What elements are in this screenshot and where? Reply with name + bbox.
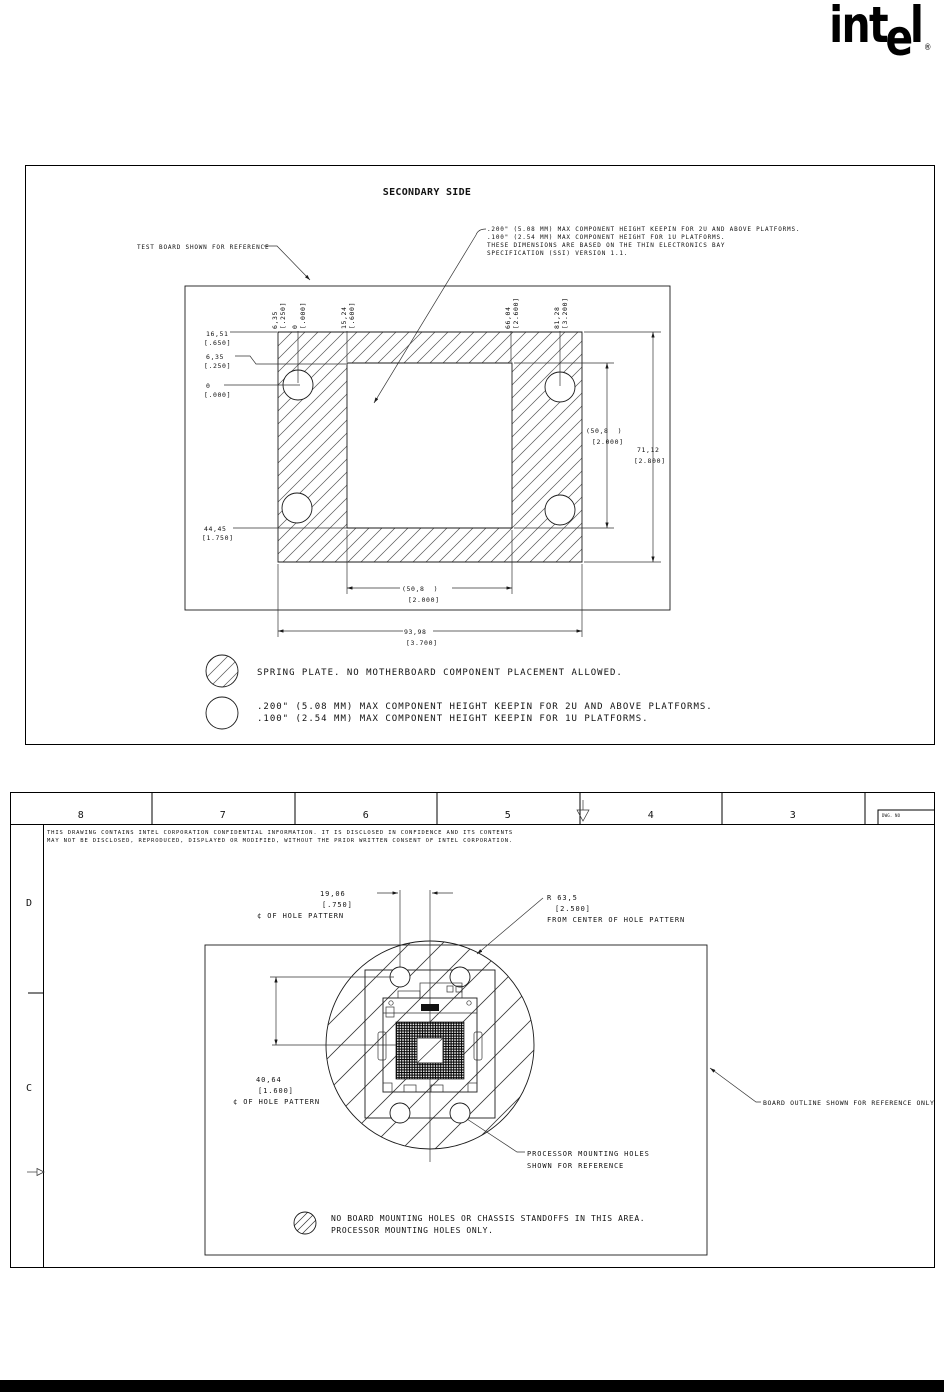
svg-text:8: 8 bbox=[77, 810, 85, 821]
svg-text:15,24: 15,24 bbox=[340, 306, 348, 329]
keepin-note bbox=[374, 226, 800, 403]
svg-text:66,04: 66,04 bbox=[504, 306, 512, 329]
svg-text:D: D bbox=[26, 898, 33, 909]
svg-text:[.250]: [.250] bbox=[204, 362, 232, 370]
svg-text:40,64: 40,64 bbox=[256, 1076, 282, 1084]
board-outline-callout bbox=[710, 1068, 935, 1107]
svg-text:DWG. NO: DWG. NO bbox=[882, 813, 901, 818]
svg-text:MAY NOT BE DISCLOSED, REPRODUC: MAY NOT BE DISCLOSED, REPRODUCED, DISPLAYED OR MODIFIED, WITHOUT THE PRIOR WRITTEN CONSENT OF INTEL CORPORATION. bbox=[47, 838, 514, 844]
svg-text:(50,8 ): (50,8 ) bbox=[402, 585, 439, 593]
svg-text:[3.200]: [3.200] bbox=[561, 297, 569, 329]
svg-text:3: 3 bbox=[789, 810, 797, 821]
svg-text:FROM CENTER OF HOLE PATTERN: FROM CENTER OF HOLE PATTERN bbox=[547, 916, 686, 924]
intel-logo-int: int bbox=[829, 0, 888, 54]
svg-text:[1.750]: [1.750] bbox=[202, 534, 234, 542]
spring-plate-hatched-area bbox=[278, 332, 582, 562]
svg-text:SHOWN FOR REFERENCE: SHOWN FOR REFERENCE bbox=[527, 1162, 625, 1170]
svg-text:[.250]: [.250] bbox=[279, 301, 287, 329]
svg-text:[2.500]: [2.500] bbox=[555, 905, 591, 913]
svg-text:TEST BOARD SHOWN FOR REFERENCE: TEST BOARD SHOWN FOR REFERENCE bbox=[137, 244, 270, 251]
svg-text:(50,8 ): (50,8 ) bbox=[586, 427, 623, 435]
dimension-hole-offset bbox=[257, 890, 453, 920]
svg-text:.200" (5.08 MM) MAX COMPONENT: .200" (5.08 MM) MAX COMPONENT HEIGHT KEEPIN FOR 2U AND ABOVE PLATFORMS. bbox=[257, 702, 713, 712]
socket-label bbox=[421, 1004, 439, 1011]
keepout-drawing bbox=[10, 790, 935, 1270]
zone-column-numbers bbox=[78, 800, 935, 825]
margin-arrow-icon bbox=[27, 1169, 44, 1176]
intel-logo bbox=[829, 0, 930, 67]
svg-text:¢ OF HOLE PATTERN: ¢ OF HOLE PATTERN bbox=[233, 1098, 320, 1106]
drawing1-legend bbox=[206, 655, 713, 729]
drawing1-title: SECONDARY SIDE bbox=[382, 187, 472, 198]
svg-text:81,28: 81,28 bbox=[553, 306, 561, 329]
svg-text:C: C bbox=[26, 1083, 33, 1094]
svg-text:6: 6 bbox=[362, 810, 370, 821]
svg-text:.100" (2.54 MM) MAX COMPONENT: .100" (2.54 MM) MAX COMPONENT HEIGHT KEEPIN FOR 1U PLATFORMS. bbox=[257, 714, 649, 724]
intel-logo-dropped-e: e bbox=[885, 9, 912, 67]
zone-row-letters bbox=[26, 898, 44, 1176]
spring-plate-legend-symbol bbox=[206, 655, 238, 687]
svg-text:0: 0 bbox=[291, 324, 299, 329]
svg-text:19,06: 19,06 bbox=[320, 890, 346, 898]
svg-text:[.650]: [.650] bbox=[204, 339, 232, 347]
drawing1-border bbox=[26, 166, 935, 745]
svg-text:[2.600]: [2.600] bbox=[512, 297, 520, 329]
svg-text:93,98: 93,98 bbox=[404, 628, 427, 636]
svg-text:¢ OF HOLE PATTERN: ¢ OF HOLE PATTERN bbox=[257, 912, 344, 920]
datum-triangle-icon bbox=[577, 800, 589, 821]
svg-text:SPECIFICATION (SSI) VERSION 1.: SPECIFICATION (SSI) VERSION 1.1. bbox=[487, 250, 629, 257]
svg-text:6,35: 6,35 bbox=[206, 353, 225, 361]
svg-text:[3.700]: [3.700] bbox=[406, 639, 438, 647]
test-board-label bbox=[137, 244, 310, 280]
keepout-legend-symbol bbox=[294, 1212, 316, 1234]
page-bottom-rule bbox=[0, 1380, 944, 1392]
title-box bbox=[878, 810, 935, 825]
svg-text:.200" (5.08 MM) MAX COMPONENT: .200" (5.08 MM) MAX COMPONENT HEIGHT KEEPIN FOR 2U AND ABOVE PLATFORMS. bbox=[487, 226, 801, 233]
svg-text:.100" (2.54 MM) MAX COMPONENT: .100" (2.54 MM) MAX COMPONENT HEIGHT FOR 1U PLATFORMS. bbox=[487, 234, 726, 241]
drawing2-legend bbox=[294, 1212, 645, 1235]
svg-text:[.750]: [.750] bbox=[322, 901, 353, 909]
svg-text:0: 0 bbox=[206, 382, 211, 390]
svg-text:71,12: 71,12 bbox=[637, 446, 660, 454]
svg-text:[1.600]: [1.600] bbox=[258, 1087, 294, 1095]
svg-text:16,51: 16,51 bbox=[206, 330, 229, 338]
registered-trademark-icon: ® bbox=[924, 43, 930, 53]
svg-text:[2.000]: [2.000] bbox=[408, 596, 440, 604]
svg-text:[.000]: [.000] bbox=[299, 301, 307, 329]
svg-text:4: 4 bbox=[647, 810, 655, 821]
svg-text:[2.000]: [2.000] bbox=[592, 438, 624, 446]
svg-text:5: 5 bbox=[504, 810, 512, 821]
svg-text:THESE DIMENSIONS ARE BASED ON: THESE DIMENSIONS ARE BASED ON THE THIN ELECTRONICS BAY bbox=[487, 242, 726, 249]
svg-text:44,45: 44,45 bbox=[204, 525, 227, 533]
svg-text:[.000]: [.000] bbox=[204, 391, 232, 399]
svg-text:PROCESSOR MOUNTING HOLES: PROCESSOR MOUNTING HOLES bbox=[527, 1150, 650, 1158]
secondary-side-drawing bbox=[25, 165, 935, 745]
svg-text:SPRING PLATE. NO MOTHERBOARD C: SPRING PLATE. NO MOTHERBOARD COMPONENT PLACEMENT ALLOWED. bbox=[257, 668, 623, 678]
svg-text:7: 7 bbox=[219, 810, 227, 821]
keepin-legend-symbol bbox=[206, 697, 238, 729]
svg-text:6,35: 6,35 bbox=[271, 310, 279, 329]
svg-text:THIS DRAWING CONTAINS INTEL CO: THIS DRAWING CONTAINS INTEL CORPORATION CONFIDENTIAL INFORMATION. IT IS DISCLOSED IN CONFIDENCE AND ITS CONTENTS bbox=[47, 830, 514, 836]
svg-text:[.600]: [.600] bbox=[348, 301, 356, 329]
svg-text:PROCESSOR MOUNTING HOLES ONLY.: PROCESSOR MOUNTING HOLES ONLY. bbox=[331, 1226, 494, 1235]
confidential-notice bbox=[47, 830, 513, 844]
intel-logo-l: l bbox=[910, 0, 923, 54]
svg-text:NO BOARD MOUNTING HOLES OR CHA: NO BOARD MOUNTING HOLES OR CHASSIS STANDOFFS IN THIS AREA. bbox=[331, 1214, 646, 1223]
svg-text:[2.800]: [2.800] bbox=[634, 457, 666, 465]
svg-text:R 63,5: R 63,5 bbox=[547, 894, 578, 902]
svg-text:BOARD OUTLINE SHOWN FOR REFERE: BOARD OUTLINE SHOWN FOR REFERENCE ONLY bbox=[763, 1099, 935, 1107]
